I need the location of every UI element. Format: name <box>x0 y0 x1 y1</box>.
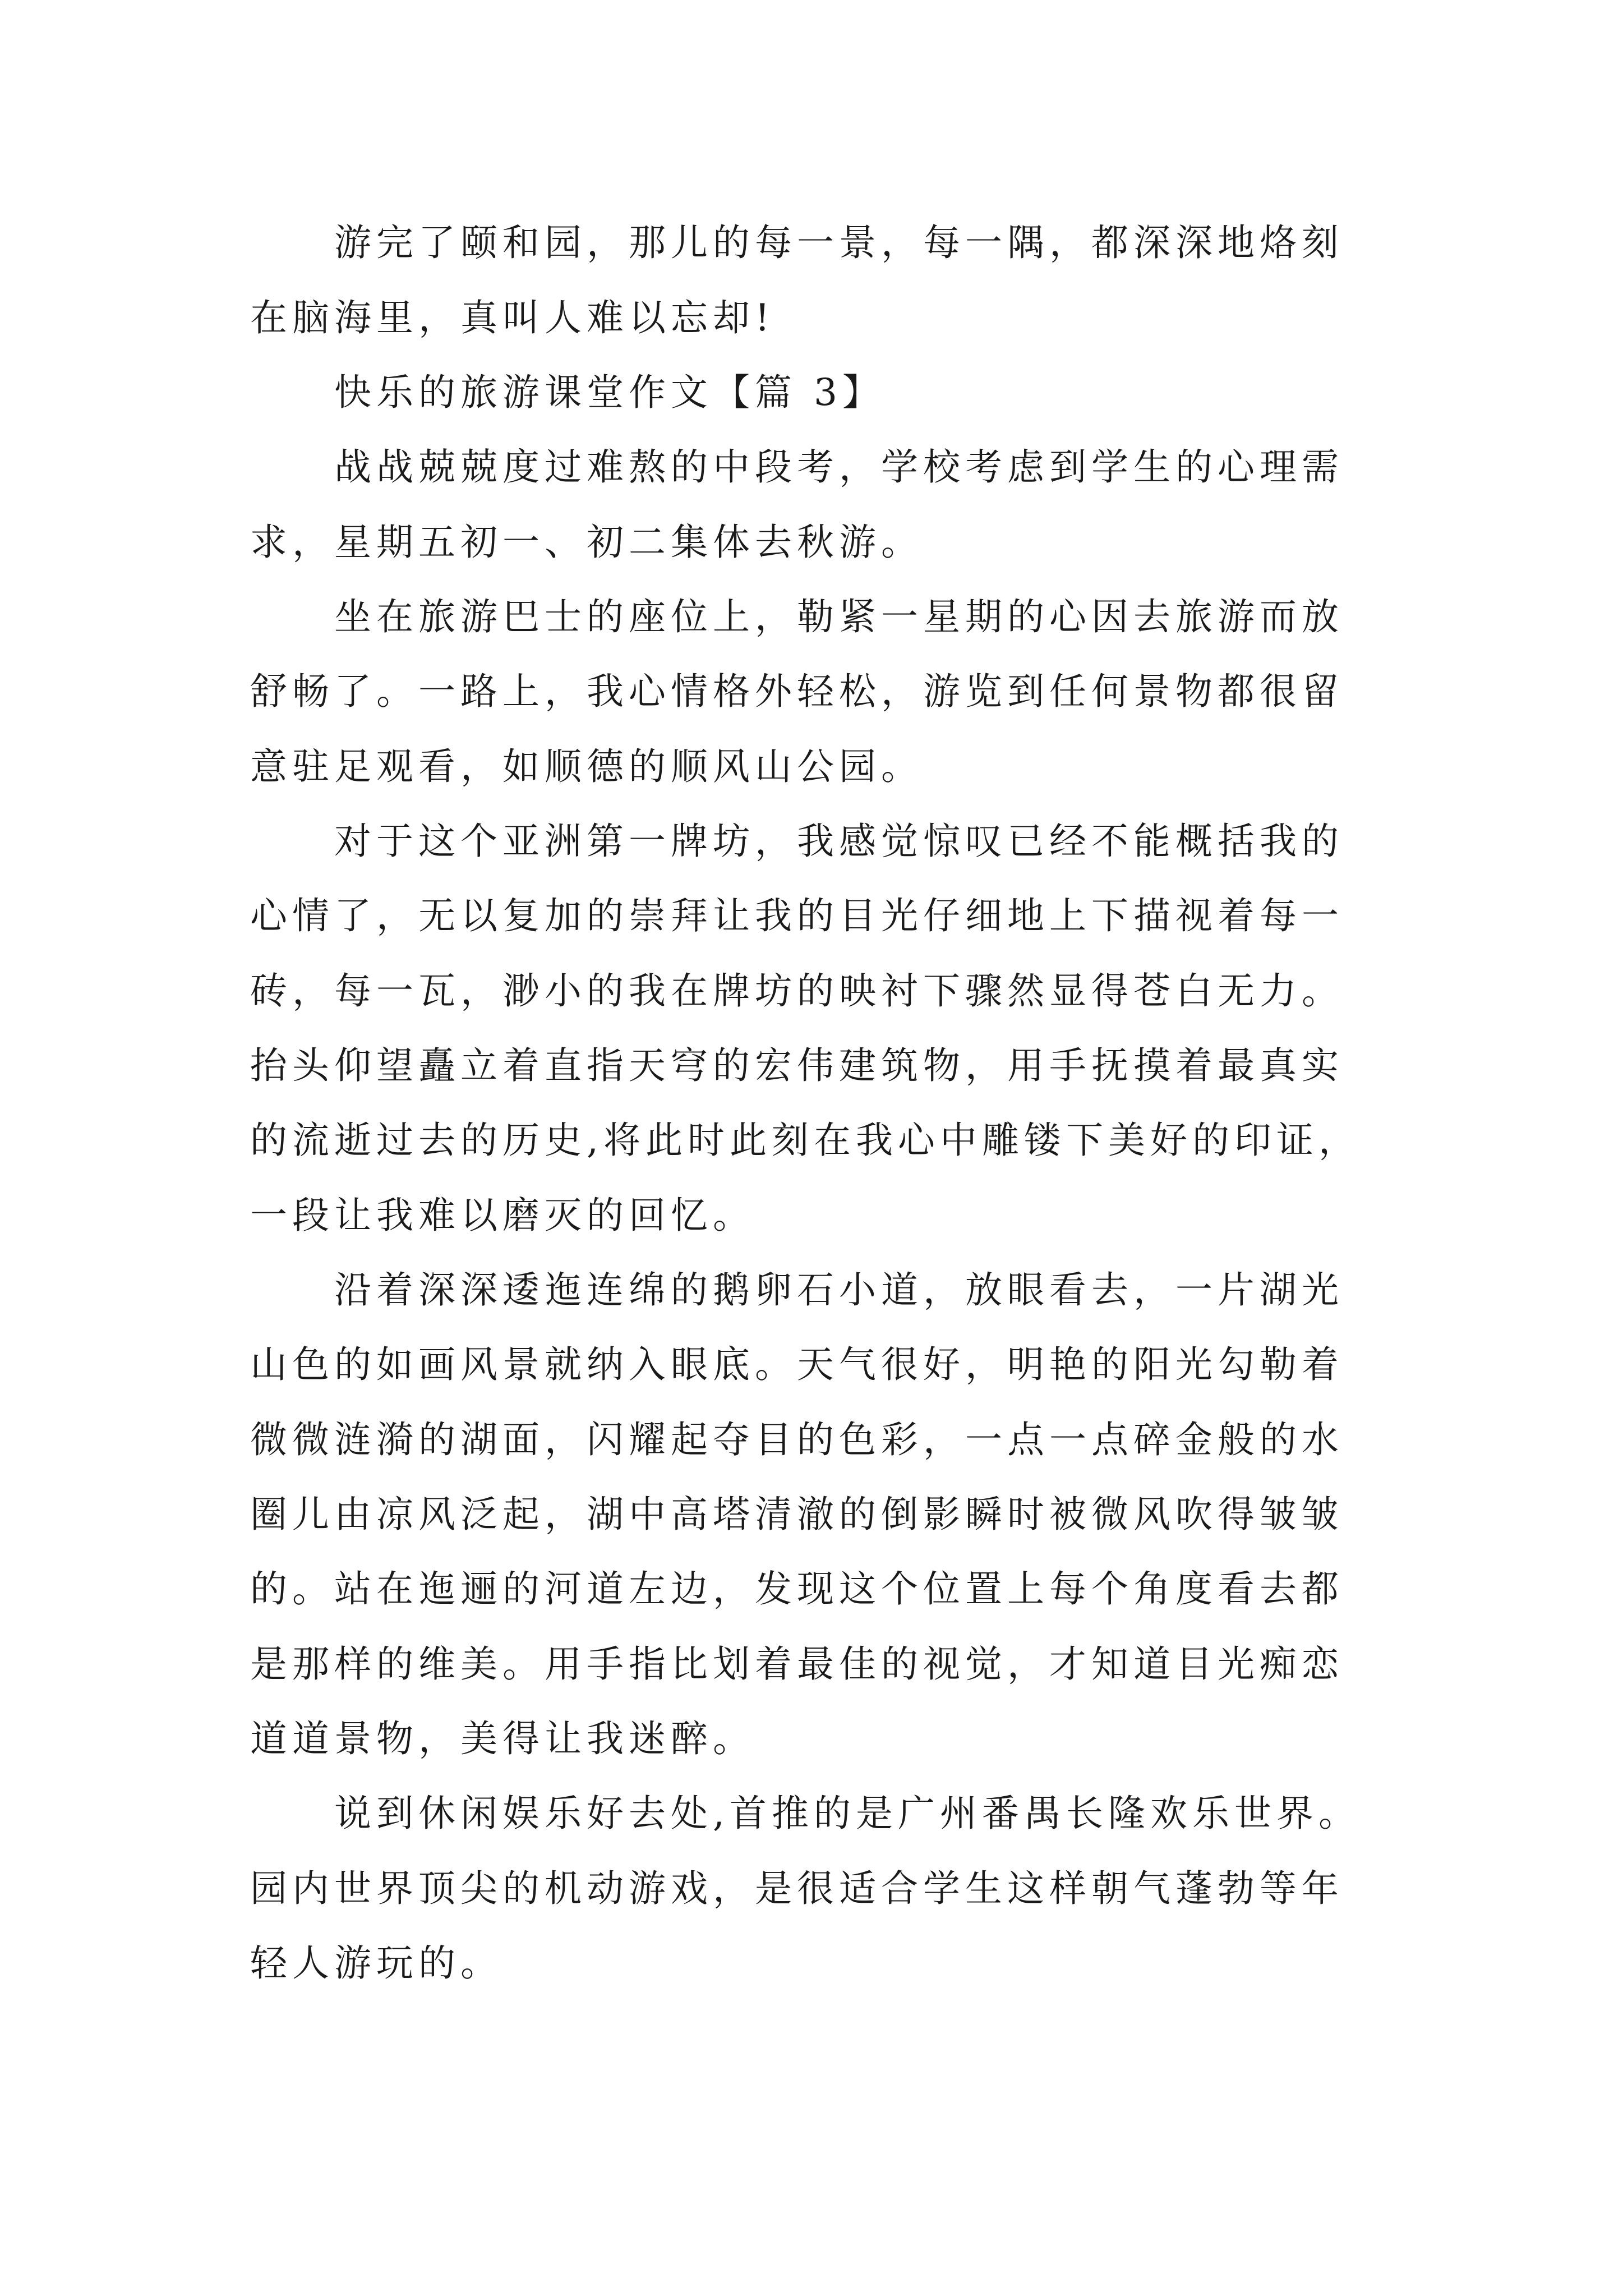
paragraph-line: 意驻足观看，如顺德的顺风山公园。 <box>250 745 923 788</box>
paragraph-line: 圈儿由凉风泛起，湖中高塔清澈的倒影瞬时被微风吹得皱皱 <box>250 1493 1344 1536</box>
paragraph-line: 是那样的维美。用手指比划着最佳的视觉，才知道目光痴恋 <box>250 1642 1344 1686</box>
paragraph-line: 砖，每一瓦，渺小的我在牌坊的映衬下骤然显得苍白无力。 <box>250 969 1344 1013</box>
paragraph-line: 微微涟漪的湖面，闪耀起夺目的色彩，一点一点碎金般的水 <box>250 1418 1344 1461</box>
paragraph-line: 沿着深深逶迤连绵的鹅卵石小道，放眼看去，一片湖光 <box>334 1268 1344 1312</box>
paragraph-line: 求，星期五初一、初二集体去秋游。 <box>250 521 923 564</box>
paragraph-line: 战战兢兢度过难熬的中段考，学校考虑到学生的心理需 <box>334 445 1344 489</box>
paragraph-line: 说到休闲娱乐好去处,首推的是广州番禺长隆欢乐世界。 <box>334 1792 1361 1835</box>
paragraph-line: 一段让我难以磨灭的回忆。 <box>250 1194 755 1237</box>
paragraph-line: 在脑海里，真叫人难以忘却! <box>250 296 775 339</box>
paragraph-line: 道道景物，美得让我迷醉。 <box>250 1717 755 1760</box>
paragraph-line: 园内世界顶尖的机动游戏，是很适合学生这样朝气蓬勃等年 <box>250 1867 1344 1910</box>
paragraph-line: 舒畅了。一路上，我心情格外轻松，游览到任何景物都很留 <box>250 670 1344 713</box>
paragraph-line: 心情了，无以复加的崇拜让我的目光仔细地上下描视着每一 <box>250 894 1344 937</box>
paragraph-line: 轻人游玩的。 <box>250 1941 502 1985</box>
section-heading: 快乐的旅游课堂作文【篇 3】 <box>334 371 884 414</box>
paragraph-line: 游完了颐和园，那儿的每一景，每一隅，都深深地烙刻 <box>334 221 1344 264</box>
paragraph-line: 对于这个亚洲第一牌坊，我感觉惊叹已经不能概括我的 <box>334 820 1344 863</box>
paragraph-line: 抬头仰望矗立着直指天穹的宏伟建筑物，用手抚摸着最真实 <box>250 1044 1344 1087</box>
paragraph-line: 的流逝过去的历史,将此时此刻在我心中雕镂下美好的印证， <box>250 1119 1361 1162</box>
paragraph-line: 的。站在迤逦的河道左边，发现这个位置上每个角度看去都 <box>250 1567 1344 1611</box>
paragraph-line: 坐在旅游巴士的座位上，勒紧一星期的心因去旅游而放 <box>334 595 1344 638</box>
paragraph-line: 山色的如画风景就纳入眼底。天气很好，明艳的阳光勾勒着 <box>250 1343 1344 1386</box>
